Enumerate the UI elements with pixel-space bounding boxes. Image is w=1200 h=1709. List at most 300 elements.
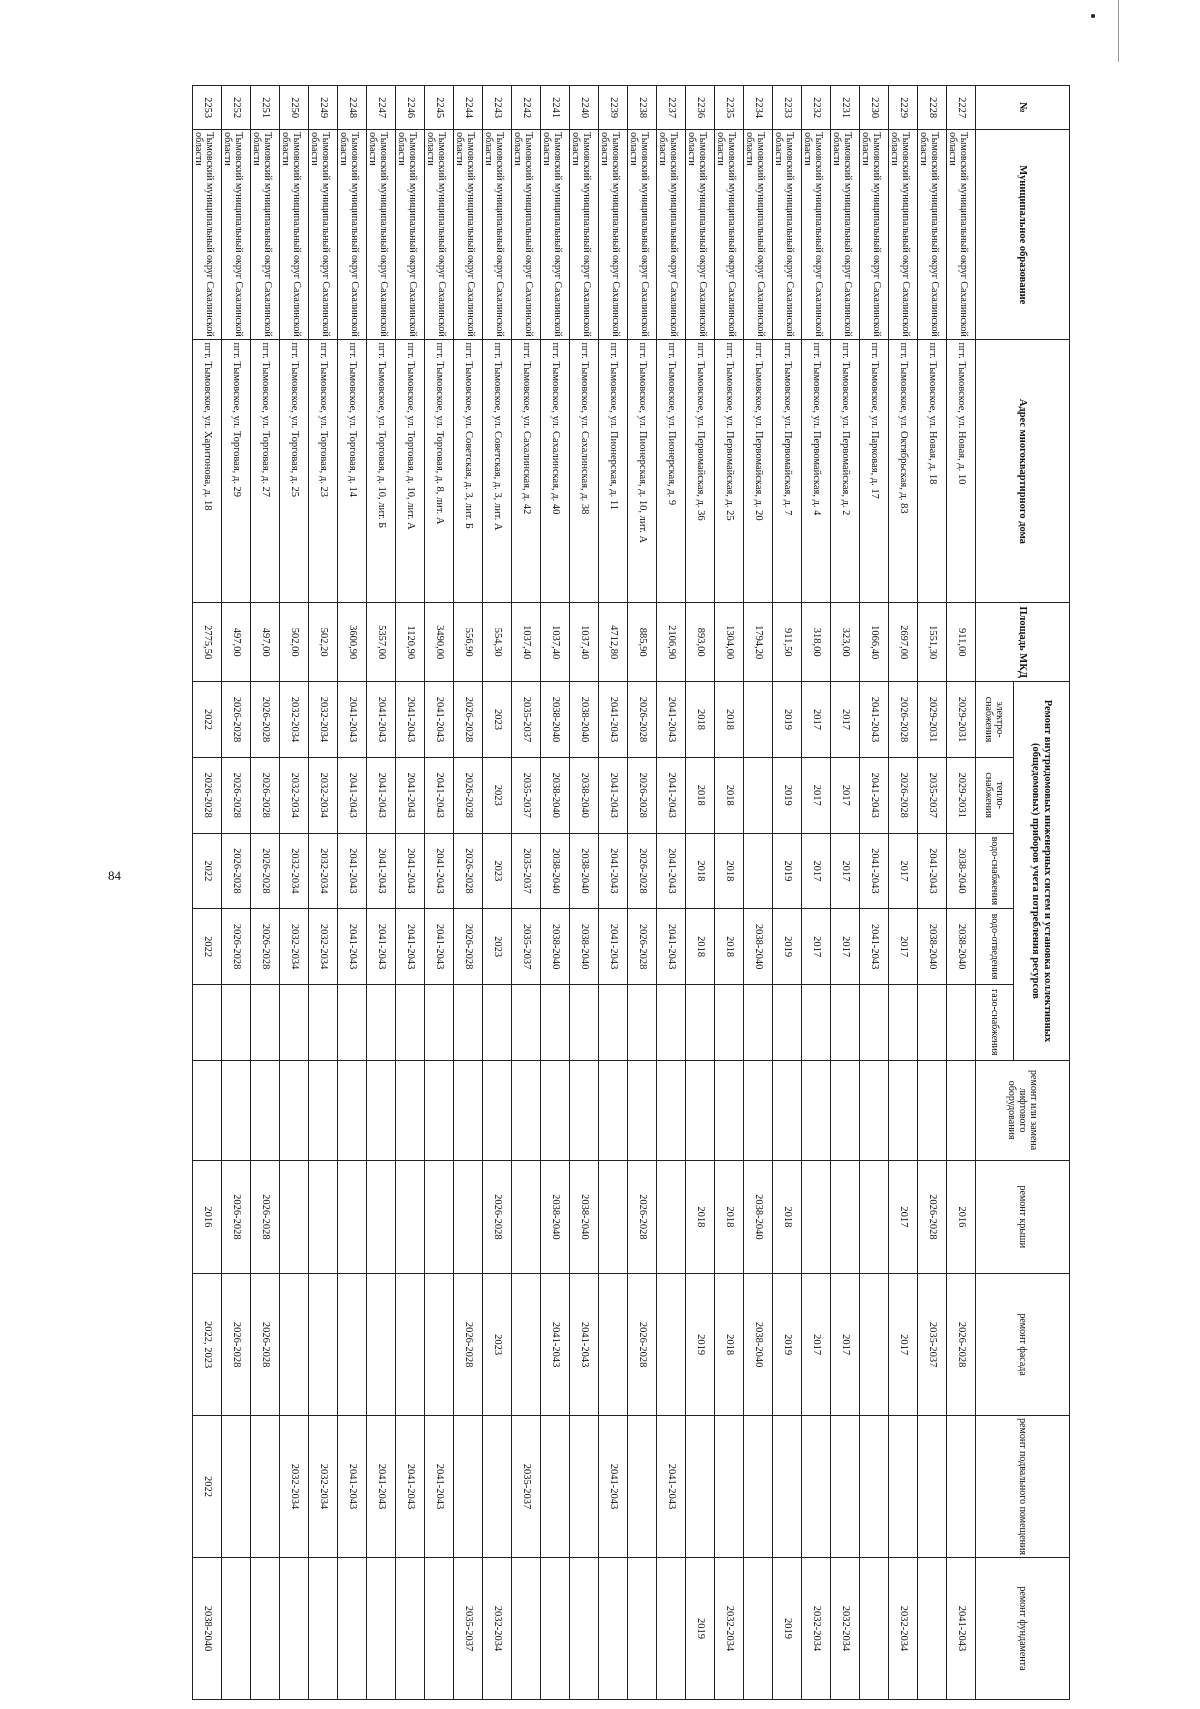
gas-cell: [222, 984, 251, 1060]
table-row: [512, 86, 541, 1700]
elevator-cell: [773, 1060, 802, 1160]
municipality-cell: Тымовский муниципальный округ Сахалинской области: [396, 130, 425, 340]
facade-cell: 2026-2028: [628, 1274, 657, 1416]
header-basement: ремонт подвального помещения: [976, 1416, 1070, 1558]
municipality-cell: Тымовский муниципальный округ Сахалинской области: [425, 130, 454, 340]
municipality-cell: Тымовский муниципальный округ Сахалинской области: [367, 130, 396, 340]
row-number: 2233: [773, 86, 802, 130]
row-number: 2234: [744, 86, 773, 130]
heat-cell: 2038-2040: [541, 757, 570, 833]
roof-cell: [599, 1160, 628, 1274]
row-number: 2232: [802, 86, 831, 130]
electric-cell: 2026-2028: [628, 682, 657, 758]
row-number: 2243: [483, 86, 512, 130]
basement-cell: 2032-2034: [309, 1416, 338, 1558]
table-row: [599, 86, 628, 1700]
foundation-cell: [599, 1557, 628, 1699]
facade-cell: 2026-2028: [222, 1274, 251, 1416]
row-number: 2241: [541, 86, 570, 130]
facade-cell: [425, 1274, 454, 1416]
elevator-cell: [918, 1060, 947, 1160]
heat-cell: 2018: [715, 757, 744, 833]
water-supply-cell: 2026-2028: [628, 833, 657, 909]
table-row: [454, 86, 483, 1700]
table-row: [773, 86, 802, 1700]
roof-cell: [425, 1160, 454, 1274]
water-disposal-cell: 2041-2043: [860, 909, 889, 985]
basement-cell: 2035-2037: [512, 1416, 541, 1558]
area-cell: 556,90: [454, 603, 483, 682]
water-supply-cell: 2041-2043: [396, 833, 425, 909]
address-cell: пгт. Тымовское, ул. Октябрьская, д. 83: [889, 340, 918, 603]
header-engineering-group: Ремонт внутридомовых инженерных систем и установка коллективных (общедомовых) приборов учета потребления ресурсов: [1014, 682, 1070, 1061]
table-row: [367, 86, 396, 1700]
municipality-cell: Тымовский муниципальный округ Сахалинской области: [918, 130, 947, 340]
row-number: 2236: [686, 86, 715, 130]
water-disposal-cell: 2041-2043: [338, 909, 367, 985]
area-cell: 2775,50: [193, 603, 222, 682]
row-number: 2231: [831, 86, 860, 130]
water-disposal-cell: 2035-2037: [512, 909, 541, 985]
area-cell: 554,30: [483, 603, 512, 682]
elevator-cell: [947, 1060, 976, 1160]
area-cell: 2697,00: [889, 603, 918, 682]
foundation-cell: [657, 1557, 686, 1699]
area-cell: 893,00: [686, 603, 715, 682]
basement-cell: [222, 1416, 251, 1558]
table-row: [628, 86, 657, 1700]
electric-cell: 2022: [193, 682, 222, 758]
water-supply-cell: 2032-2034: [309, 833, 338, 909]
address-cell: пгт. Тымовское, ул. Сахалинская, д. 38: [570, 340, 599, 603]
heat-cell: 2026-2028: [454, 757, 483, 833]
heat-cell: 2026-2028: [628, 757, 657, 833]
water-supply-cell: 2038-2040: [947, 833, 976, 909]
municipality-cell: Тымовский муниципальный округ Сахалинской области: [541, 130, 570, 340]
basement-cell: 2041-2043: [367, 1416, 396, 1558]
facade-cell: [512, 1274, 541, 1416]
water-disposal-cell: 2041-2043: [367, 909, 396, 985]
facade-cell: 2019: [773, 1274, 802, 1416]
address-cell: пгт. Тымовское, ул. Пионерская, д. 10, лит. А: [628, 340, 657, 603]
municipality-cell: Тымовский муниципальный округ Сахалинской области: [831, 130, 860, 340]
water-supply-cell: 2041-2043: [338, 833, 367, 909]
address-cell: пгт. Тымовское, ул. Новая, д. 10: [947, 340, 976, 603]
water-disposal-cell: 2032-2034: [280, 909, 309, 985]
municipality-cell: Тымовский муниципальный округ Сахалинской области: [454, 130, 483, 340]
roof-cell: 2038-2040: [541, 1160, 570, 1274]
facade-cell: [657, 1274, 686, 1416]
facade-cell: 2035-2037: [918, 1274, 947, 1416]
area-cell: 911,50: [773, 603, 802, 682]
header-electric: электро-снабжения: [976, 682, 1014, 758]
foundation-cell: 2032-2034: [831, 1557, 860, 1699]
basement-cell: [831, 1416, 860, 1558]
water-supply-cell: 2041-2043: [918, 833, 947, 909]
gas-cell: [773, 984, 802, 1060]
table-row: [251, 86, 280, 1700]
facade-cell: 2026-2028: [454, 1274, 483, 1416]
foundation-cell: [251, 1557, 280, 1699]
header-water-disposal: водо-отведения: [976, 909, 1014, 985]
municipality-cell: Тымовский муниципальный округ Сахалинской области: [860, 130, 889, 340]
foundation-cell: [541, 1557, 570, 1699]
elevator-cell: [744, 1060, 773, 1160]
heat-cell: 2026-2028: [889, 757, 918, 833]
electric-cell: 2032-2034: [309, 682, 338, 758]
area-cell: 1037,40: [512, 603, 541, 682]
address-cell: пгт. Тымовское, ул. Торговая, д. 23: [309, 340, 338, 603]
facade-cell: 2041-2043: [570, 1274, 599, 1416]
address-cell: пгт. Тымовское, ул. Торговая, д. 14: [338, 340, 367, 603]
water-disposal-cell: 2026-2028: [628, 909, 657, 985]
water-disposal-cell: 2041-2043: [599, 909, 628, 985]
water-supply-cell: 2017: [889, 833, 918, 909]
header-area: Площадь МКД: [976, 603, 1070, 682]
row-number: 2251: [251, 86, 280, 130]
roof-cell: [396, 1160, 425, 1274]
electric-cell: 2035-2037: [512, 682, 541, 758]
elevator-cell: [512, 1060, 541, 1160]
row-number: 2248: [338, 86, 367, 130]
gas-cell: [425, 984, 454, 1060]
heat-cell: 2017: [831, 757, 860, 833]
roof-cell: 2026-2028: [222, 1160, 251, 1274]
basement-cell: 2041-2043: [338, 1416, 367, 1558]
address-cell: пгт. Тымовское, ул. Торговая, д. 8, лит. А: [425, 340, 454, 603]
foundation-cell: [338, 1557, 367, 1699]
gas-cell: [831, 984, 860, 1060]
elevator-cell: [831, 1060, 860, 1160]
facade-cell: 2018: [715, 1274, 744, 1416]
row-number: 2252: [222, 86, 251, 130]
gas-cell: [686, 984, 715, 1060]
row-number: 2253: [193, 86, 222, 130]
facade-cell: [338, 1274, 367, 1416]
table-row: [541, 86, 570, 1700]
heat-cell: 2041-2043: [657, 757, 686, 833]
municipality-cell: Тымовский муниципальный округ Сахалинской области: [889, 130, 918, 340]
facade-cell: [280, 1274, 309, 1416]
water-supply-cell: 2032-2034: [280, 833, 309, 909]
municipality-cell: Тымовский муниципальный округ Сахалинской области: [657, 130, 686, 340]
foundation-cell: 2032-2034: [889, 1557, 918, 1699]
roof-cell: [280, 1160, 309, 1274]
table-row: [483, 86, 512, 1700]
facade-cell: 2019: [686, 1274, 715, 1416]
address-cell: пгт. Тымовское, ул. Парковая, д. 17: [860, 340, 889, 603]
area-cell: 1794,20: [744, 603, 773, 682]
electric-cell: 2023: [483, 682, 512, 758]
table-row: [193, 86, 222, 1700]
water-disposal-cell: 2038-2040: [918, 909, 947, 985]
address-cell: пгт. Тымовское, ул. Харитонова, д. 18: [193, 340, 222, 603]
water-disposal-cell: 2017: [889, 909, 918, 985]
municipality-cell: Тымовский муниципальный округ Сахалинской области: [802, 130, 831, 340]
header-address: Адрес многоквартирного дома: [976, 340, 1070, 603]
header-foundation: ремонт фундамента: [976, 1557, 1070, 1699]
municipality-cell: Тымовский муниципальный округ Сахалинской области: [338, 130, 367, 340]
area-cell: 2106,90: [657, 603, 686, 682]
water-disposal-cell: 2041-2043: [396, 909, 425, 985]
table-row: [860, 86, 889, 1700]
water-disposal-cell: 2041-2043: [657, 909, 686, 985]
water-supply-cell: 2018: [686, 833, 715, 909]
water-supply-cell: 2019: [773, 833, 802, 909]
address-cell: пгт. Тымовское, ул. Сахалинская, д. 42: [512, 340, 541, 603]
elevator-cell: [628, 1060, 657, 1160]
address-cell: пгт. Тымовское, ул. Торговая, д. 10, лит. Б: [367, 340, 396, 603]
water-supply-cell: 2017: [802, 833, 831, 909]
foundation-cell: [512, 1557, 541, 1699]
municipality-cell: Тымовский муниципальный округ Сахалинской области: [628, 130, 657, 340]
facade-cell: 2022, 2023: [193, 1274, 222, 1416]
electric-cell: 2041-2043: [396, 682, 425, 758]
elevator-cell: [541, 1060, 570, 1160]
table-body: [193, 86, 976, 1700]
electric-cell: 2038-2040: [570, 682, 599, 758]
area-cell: 1304,00: [715, 603, 744, 682]
gas-cell: [860, 984, 889, 1060]
electric-cell: 2041-2043: [338, 682, 367, 758]
gas-cell: [251, 984, 280, 1060]
elevator-cell: [802, 1060, 831, 1160]
elevator-cell: [483, 1060, 512, 1160]
area-cell: 1120,90: [396, 603, 425, 682]
heat-cell: 2035-2037: [512, 757, 541, 833]
basement-cell: [570, 1416, 599, 1558]
table-row: [396, 86, 425, 1700]
repair-schedule-table: [192, 85, 1070, 1700]
roof-cell: 2026-2028: [918, 1160, 947, 1274]
water-disposal-cell: 2017: [831, 909, 860, 985]
area-cell: 502,00: [280, 603, 309, 682]
header-roof: ремонт крыши: [976, 1160, 1070, 1274]
water-supply-cell: 2023: [483, 833, 512, 909]
table-row: [918, 86, 947, 1700]
elevator-cell: [889, 1060, 918, 1160]
water-supply-cell: 2041-2043: [657, 833, 686, 909]
facade-cell: 2041-2043: [541, 1274, 570, 1416]
foundation-cell: [425, 1557, 454, 1699]
facade-cell: [309, 1274, 338, 1416]
heat-cell: 2041-2043: [396, 757, 425, 833]
area-cell: 3600,90: [338, 603, 367, 682]
water-supply-cell: 2017: [831, 833, 860, 909]
roof-cell: 2016: [947, 1160, 976, 1274]
row-number: 2250: [280, 86, 309, 130]
roof-cell: 2017: [889, 1160, 918, 1274]
foundation-cell: 2032-2034: [715, 1557, 744, 1699]
municipality-cell: Тымовский муниципальный округ Сахалинской области: [570, 130, 599, 340]
municipality-cell: Тымовский муниципальный округ Сахалинской области: [309, 130, 338, 340]
foundation-cell: 2019: [773, 1557, 802, 1699]
area-cell: 4712,80: [599, 603, 628, 682]
address-cell: пгт. Тымовское, ул. Торговая, д. 10, лит. А: [396, 340, 425, 603]
roof-cell: 2018: [773, 1160, 802, 1274]
elevator-cell: [599, 1060, 628, 1160]
address-cell: пгт. Тымовское, ул. Первомайская, д. 7: [773, 340, 802, 603]
elevator-cell: [860, 1060, 889, 1160]
basement-cell: [628, 1416, 657, 1558]
water-disposal-cell: 2038-2040: [570, 909, 599, 985]
foundation-cell: [860, 1557, 889, 1699]
electric-cell: 2026-2028: [889, 682, 918, 758]
address-cell: пгт. Тымовское, ул. Торговая, д. 27: [251, 340, 280, 603]
address-cell: пгт. Тымовское, ул. Советская, д. 3, лит. Б: [454, 340, 483, 603]
elevator-cell: [338, 1060, 367, 1160]
address-cell: пгт. Тымовское, ул. Первомайская, д. 25: [715, 340, 744, 603]
foundation-cell: [367, 1557, 396, 1699]
electric-cell: 2041-2043: [657, 682, 686, 758]
gas-cell: [918, 984, 947, 1060]
area-cell: 1551,30: [918, 603, 947, 682]
electric-cell: 2041-2043: [860, 682, 889, 758]
municipality-cell: Тымовский муниципальный округ Сахалинской области: [251, 130, 280, 340]
water-supply-cell: 2041-2043: [599, 833, 628, 909]
row-number: 2245: [425, 86, 454, 130]
municipality-cell: Тымовский муниципальный округ Сахалинской области: [715, 130, 744, 340]
foundation-cell: 2032-2034: [483, 1557, 512, 1699]
area-cell: 323,00: [831, 603, 860, 682]
water-supply-cell: 2022: [193, 833, 222, 909]
table-row: [338, 86, 367, 1700]
header-gas: газо-снабжения: [976, 984, 1014, 1060]
header-water-supply: водо-снабжения: [976, 833, 1014, 909]
heat-cell: 2041-2043: [425, 757, 454, 833]
foundation-cell: [280, 1557, 309, 1699]
basement-cell: [715, 1416, 744, 1558]
basement-cell: [454, 1416, 483, 1558]
elevator-cell: [570, 1060, 599, 1160]
basement-cell: [541, 1416, 570, 1558]
area-cell: 497,00: [251, 603, 280, 682]
header-facade: ремонт фасада: [976, 1274, 1070, 1416]
table-row: [686, 86, 715, 1700]
gas-cell: [628, 984, 657, 1060]
gas-cell: [367, 984, 396, 1060]
address-cell: пгт. Тымовское, ул. Первомайская, д. 2: [831, 340, 860, 603]
water-supply-cell: 2041-2043: [425, 833, 454, 909]
electric-cell: 2019: [773, 682, 802, 758]
electric-cell: 2018: [686, 682, 715, 758]
roof-cell: [860, 1160, 889, 1274]
water-supply-cell: 2041-2043: [367, 833, 396, 909]
facade-cell: 2026-2028: [251, 1274, 280, 1416]
roof-cell: 2016: [193, 1160, 222, 1274]
water-supply-cell: 2041-2043: [860, 833, 889, 909]
foundation-cell: [918, 1557, 947, 1699]
address-cell: пгт. Тымовское, ул. Торговая, д. 25: [280, 340, 309, 603]
water-supply-cell: [744, 833, 773, 909]
water-supply-cell: 2035-2037: [512, 833, 541, 909]
municipality-cell: Тымовский муниципальный округ Сахалинской области: [483, 130, 512, 340]
electric-cell: 2041-2043: [367, 682, 396, 758]
basement-cell: 2032-2034: [280, 1416, 309, 1558]
area-cell: 502,20: [309, 603, 338, 682]
table-row: [889, 86, 918, 1700]
gas-cell: [889, 984, 918, 1060]
electric-cell: 2017: [802, 682, 831, 758]
elevator-cell: [367, 1060, 396, 1160]
foundation-cell: [744, 1557, 773, 1699]
gas-cell: [483, 984, 512, 1060]
table-row: [280, 86, 309, 1700]
row-number: 2238: [628, 86, 657, 130]
gas-cell: [454, 984, 483, 1060]
row-number: 2235: [715, 86, 744, 130]
scan-edge-line: [1118, 0, 1119, 62]
basement-cell: [483, 1416, 512, 1558]
gas-cell: [599, 984, 628, 1060]
municipality-cell: Тымовский муниципальный округ Сахалинской области: [773, 130, 802, 340]
water-disposal-cell: 2038-2040: [947, 909, 976, 985]
address-cell: пгт. Тымовское, ул. Советская, д. 3, лит. А: [483, 340, 512, 603]
basement-cell: 2041-2043: [396, 1416, 425, 1558]
heat-cell: [744, 757, 773, 833]
municipality-cell: Тымовский муниципальный округ Сахалинской области: [599, 130, 628, 340]
elevator-cell: [222, 1060, 251, 1160]
elevator-cell: [193, 1060, 222, 1160]
electric-cell: 2038-2040: [541, 682, 570, 758]
row-number: 2242: [512, 86, 541, 130]
foundation-cell: [222, 1557, 251, 1699]
foundation-cell: [309, 1557, 338, 1699]
facade-cell: 2026-2028: [947, 1274, 976, 1416]
water-supply-cell: 2018: [715, 833, 744, 909]
row-number: 2228: [918, 86, 947, 130]
heat-cell: 2026-2028: [193, 757, 222, 833]
table-row: [831, 86, 860, 1700]
gas-cell: [338, 984, 367, 1060]
electric-cell: 2032-2034: [280, 682, 309, 758]
foundation-cell: 2032-2034: [802, 1557, 831, 1699]
area-cell: 497,00: [222, 603, 251, 682]
basement-cell: [802, 1416, 831, 1558]
row-number: 2229: [889, 86, 918, 130]
municipality-cell: Тымовский муниципальный округ Сахалинской области: [686, 130, 715, 340]
gas-cell: [657, 984, 686, 1060]
electric-cell: 2026-2028: [454, 682, 483, 758]
water-disposal-cell: 2023: [483, 909, 512, 985]
row-number: 2230: [860, 86, 889, 130]
address-cell: пгт. Тымовское, ул. Первомайская, д. 36: [686, 340, 715, 603]
elevator-cell: [425, 1060, 454, 1160]
basement-cell: [251, 1416, 280, 1558]
roof-cell: [802, 1160, 831, 1274]
row-number: 2227: [947, 86, 976, 130]
heat-cell: 2018: [686, 757, 715, 833]
facade-cell: 2038-2040: [744, 1274, 773, 1416]
heat-cell: 2019: [773, 757, 802, 833]
water-disposal-cell: 2026-2028: [222, 909, 251, 985]
gas-cell: [802, 984, 831, 1060]
table-row: [657, 86, 686, 1700]
basement-cell: 2041-2043: [657, 1416, 686, 1558]
heat-cell: 2026-2028: [222, 757, 251, 833]
address-cell: пгт. Тымовское, ул. Пионерская, д. 11: [599, 340, 628, 603]
water-disposal-cell: 2018: [686, 909, 715, 985]
roof-cell: 2026-2028: [251, 1160, 280, 1274]
table-row: [425, 86, 454, 1700]
foundation-cell: [396, 1557, 425, 1699]
page-number: 84: [108, 868, 121, 883]
roof-cell: 2018: [715, 1160, 744, 1274]
municipality-cell: Тымовский муниципальный округ Сахалинской области: [193, 130, 222, 340]
basement-cell: [889, 1416, 918, 1558]
basement-cell: 2022: [193, 1416, 222, 1558]
electric-cell: 2026-2028: [251, 682, 280, 758]
